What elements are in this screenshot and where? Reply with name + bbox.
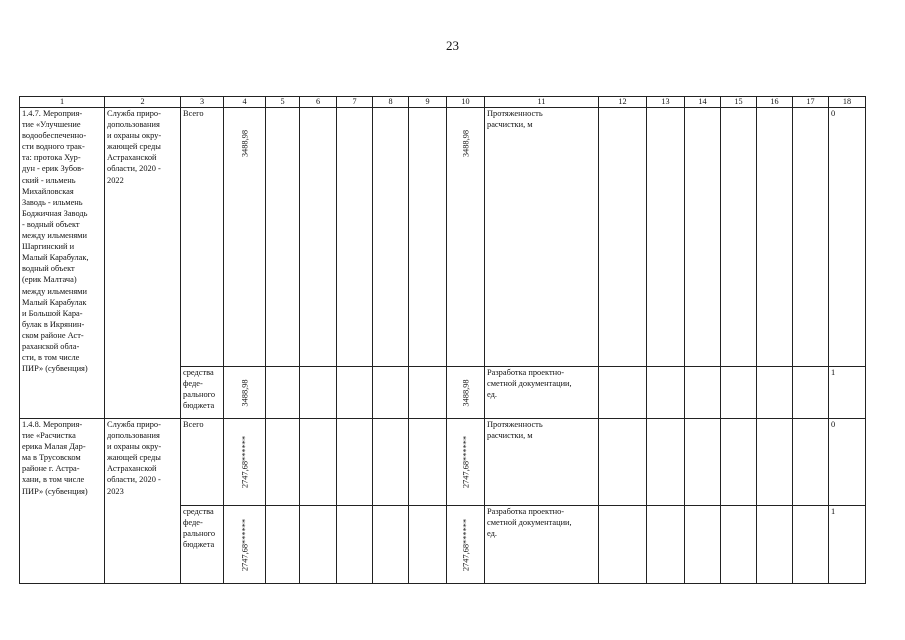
empty-cell: [793, 367, 829, 419]
empty-cell: [757, 419, 793, 506]
indicator-name: Разработка проектно- сметной документации, ед.: [485, 367, 599, 419]
header-col-11: 11: [485, 97, 599, 108]
header-row: [20, 97, 866, 108]
header-col-7: 7: [337, 97, 373, 108]
empty-cell: [266, 367, 300, 419]
indicator-name: Разработка проектно- сметной документации, ед.: [485, 506, 599, 584]
page-number: 23: [446, 38, 459, 53]
header-col-14: 14: [685, 97, 721, 108]
empty-cell: [647, 367, 685, 419]
empty-cell: [721, 419, 757, 506]
empty-cell: [721, 108, 757, 367]
funding-source: средства феде- рального бюджета: [181, 367, 224, 419]
empty-cell: [373, 367, 409, 419]
table-row: [20, 419, 866, 506]
amount-total-cell: [224, 419, 266, 506]
amount-col10: 3488,98: [460, 378, 470, 407]
empty-cell: [337, 419, 373, 506]
empty-cell: [266, 108, 300, 367]
header-col-6: 6: [300, 97, 337, 108]
empty-cell: [647, 506, 685, 584]
empty-cell: [793, 419, 829, 506]
amount-total: 3488,98: [239, 129, 249, 158]
indicator-value: 1: [829, 367, 866, 419]
empty-cell: [373, 108, 409, 367]
measure-name: 1.4.8. Мероприя- тие «Расчистка ерика Малая Дар- ма в Трусовском районе г. Астра- хани, в том числе ПИР» (субвенция): [20, 419, 105, 584]
executor-cell: Служба приро- допользования и охраны окру- жающей среды Астраханской области, 2020 - 2023: [105, 419, 181, 584]
executor-cell: Служба приро- допользования и охраны окру- жающей среды Астраханской области, 2020 - 2022: [105, 108, 181, 419]
amount-total: 2747,68******: [239, 518, 249, 571]
header-col-18: 18: [829, 97, 866, 108]
empty-cell: [373, 419, 409, 506]
empty-cell: [599, 108, 647, 367]
empty-cell: [721, 367, 757, 419]
indicator-name: Протяженность расчистки, м: [485, 108, 599, 367]
empty-cell: [721, 506, 757, 584]
header-col-16: 16: [757, 97, 793, 108]
empty-cell: [266, 506, 300, 584]
header-col-1: 1: [20, 97, 105, 108]
amount-col10: 2747,68******: [460, 435, 470, 489]
empty-cell: [757, 506, 793, 584]
amount-col10-cell: [447, 506, 485, 584]
header-col-17: 17: [793, 97, 829, 108]
amount-total-cell: [224, 506, 266, 584]
amount-col10-cell: [447, 367, 485, 419]
empty-cell: [300, 419, 337, 506]
funding-source: Всего: [181, 419, 224, 506]
empty-cell: [685, 506, 721, 584]
header-col-15: 15: [721, 97, 757, 108]
amount-total-cell: [224, 367, 266, 419]
empty-cell: [409, 108, 447, 367]
empty-cell: [757, 108, 793, 367]
indicator-value: 0: [829, 419, 866, 506]
funding-source: Всего: [181, 108, 224, 367]
header-col-5: 5: [266, 97, 300, 108]
empty-cell: [337, 367, 373, 419]
empty-cell: [685, 108, 721, 367]
header-col-3: 3: [181, 97, 224, 108]
empty-cell: [793, 108, 829, 367]
empty-cell: [647, 419, 685, 506]
empty-cell: [599, 419, 647, 506]
empty-cell: [373, 506, 409, 584]
empty-cell: [266, 419, 300, 506]
table-row: [20, 108, 866, 367]
indicator-value: 0: [829, 108, 866, 367]
amount-col10-cell: [447, 419, 485, 506]
empty-cell: [599, 367, 647, 419]
header-col-9: 9: [409, 97, 447, 108]
empty-cell: [647, 108, 685, 367]
empty-cell: [685, 367, 721, 419]
funding-source: средства феде- рального бюджета: [181, 506, 224, 584]
header-col-2: 2: [105, 97, 181, 108]
header-col-4: 4: [224, 97, 266, 108]
empty-cell: [599, 506, 647, 584]
empty-cell: [793, 506, 829, 584]
empty-cell: [757, 367, 793, 419]
amount-total: 3488,98: [239, 378, 249, 407]
header-col-10: 10: [447, 97, 485, 108]
indicator-name: Протяженность расчистки, м: [485, 419, 599, 506]
program-measures-table: [19, 96, 866, 584]
amount-total: 2747,68******: [239, 435, 249, 489]
empty-cell: [300, 108, 337, 367]
header-col-8: 8: [373, 97, 409, 108]
empty-cell: [409, 419, 447, 506]
empty-cell: [685, 419, 721, 506]
measure-name: 1.4.7. Мероприя- тие «Улучшение водообеспеченно- сти водного трак- та: протока Хур- дун - ерик Зубов- ский - ильмень Михайловская Заводь - ильмень Боджичная Заводь - водный объект между ильменями Шаргинский и Малый Карабулак, водный объект (ерик Малтача) между ильменями Малый Карабулак и Большой Кара- булак в Икрянин- ском районе Аст- раханской обла- сти, в том числе ПИР» (субвенция): [20, 108, 105, 419]
indicator-value: 1: [829, 506, 866, 584]
empty-cell: [409, 367, 447, 419]
header-col-13: 13: [647, 97, 685, 108]
amount-col10: 3488,98: [460, 129, 470, 158]
amount-total-cell: [224, 108, 266, 367]
header-col-12: 12: [599, 97, 647, 108]
empty-cell: [337, 506, 373, 584]
empty-cell: [300, 367, 337, 419]
empty-cell: [337, 108, 373, 367]
empty-cell: [300, 506, 337, 584]
amount-col10-cell: [447, 108, 485, 367]
empty-cell: [409, 506, 447, 584]
amount-col10: 2747,68******: [460, 518, 470, 571]
